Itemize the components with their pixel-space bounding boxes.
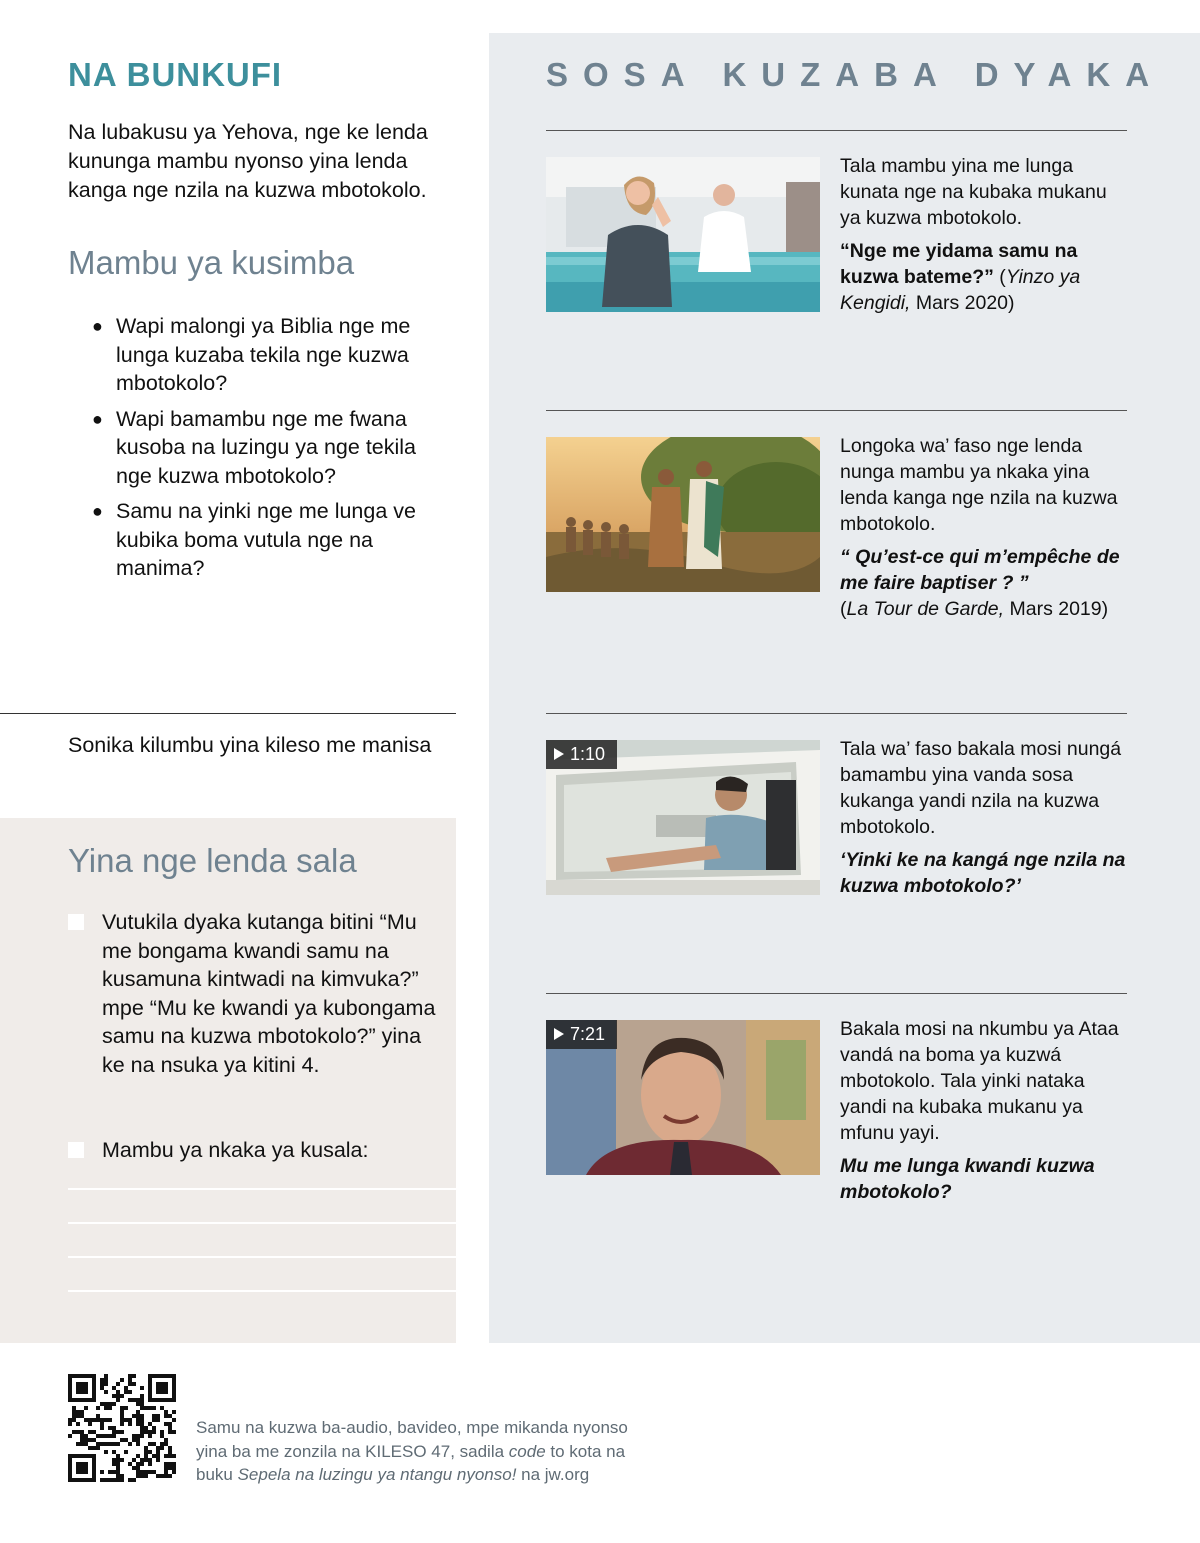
todo-item [68, 1136, 438, 1165]
write-line[interactable] [68, 1256, 456, 1258]
qr-code[interactable] [68, 1374, 176, 1482]
date-divider [0, 713, 456, 714]
questions-list [92, 312, 447, 590]
card-reference[interactable]: “Nge me yidama samu na kuzwa bateme?” (Yinzo ya Kengidi, Mars 2020) [840, 240, 1081, 314]
todo-label: Vutukila dyaka kutanga bitini “Mu me bongama kwandi samu na kusamuna kintwadi na kimvuka?” mpe “Mu ke kwandi ya kubongama samu na kuzwa mbotokolo?” yina ke na nsuka ya kitini 4. [102, 910, 436, 1077]
todo-heading: Yina nge lenda sala [68, 842, 357, 879]
reference-source: Yinzo ya Kengidi, [840, 266, 1081, 314]
write-line[interactable] [68, 1290, 456, 1292]
footer-note: Samu na kuzwa ba-audio, bavideo, mpe mikanda nyonso yina ba me zonzila na KILESO 47, sadila code to kota na buku Sepela na luzingu ya ntangu nyonso! na jw.org [196, 1418, 628, 1484]
bullet-icon: ● [92, 408, 103, 429]
reference-date: Mars 2020) [910, 292, 1015, 314]
book-title: Sepela na luzingu ya ntangu nyonso! [237, 1465, 517, 1484]
further-study-title: SOSA KUZABA DYAKA [546, 56, 1165, 93]
card-description: Bakala mosi na nkumbu ya Ataa vandá na boma ya kuzwá mbotokolo. Tala yinki nataka yandi na kubaka mukanu ya mfunu yayi. [840, 1018, 1119, 1144]
question-item: ● Wapi malongi ya Biblia nge me lunga kuzaba tekila nge kuzwa mbotokolo? [92, 314, 411, 395]
card-divider [546, 993, 1127, 994]
card-text [840, 736, 1132, 899]
card-divider [546, 713, 1127, 714]
man-driving-video[interactable] [546, 740, 820, 895]
play-icon [554, 748, 564, 760]
card-divider [546, 410, 1127, 411]
video-title-link[interactable]: ‘Yinki ke na kangá nge nzila na kuzwa mbotokolo?’ [840, 849, 1126, 897]
question-item: ● Samu na yinki nge me lunga ve kubika boma vutula nge na manima? [92, 499, 416, 580]
todo-item [68, 908, 438, 1079]
video-title-link[interactable]: Mu me lunga kwandi kuzwa mbotokolo? [840, 1155, 1095, 1203]
card-text [840, 433, 1132, 622]
question-item: ● Wapi bamambu nge me fwana kusoba na luzingu ya nge tekila nge kuzwa mbotokolo? [92, 406, 417, 488]
baptism-photo[interactable] [546, 157, 820, 312]
reference-date: Mars 2019) [1004, 598, 1109, 620]
todo-panel [0, 818, 456, 1343]
bullet-icon: ● [92, 316, 103, 336]
card-text [840, 153, 1132, 316]
reference-title: “ Qu’est-ce qui m’empêche de me faire baptiser ? ” [840, 546, 1120, 594]
play-icon [554, 1028, 564, 1040]
todo-label: Mambu ya nkaka ya kusala: [102, 1138, 369, 1162]
card-reference[interactable]: “ Qu’est-ce qui m’empêche de me faire baptiser ? ” (La Tour de Garde, Mars 2019) [840, 546, 1120, 620]
intro-paragraph: Na lubakusu ya Yehova, nge ke lenda kununga mambu nyonso yina lenda kanga nge nzila na kuzwa mbotokolo. [68, 120, 428, 202]
video-duration-badge: 1:10 [546, 740, 617, 769]
bullet-icon: ● [92, 501, 103, 521]
todo-checkbox[interactable] [68, 914, 84, 930]
date-prompt: Sonika kilumbu yina kileso me manisa [68, 733, 432, 757]
write-line[interactable] [68, 1188, 456, 1190]
video-duration-badge: 7:21 [546, 1020, 617, 1049]
jesus-painting[interactable] [546, 437, 820, 592]
card-description: Tala wa’ faso bakala mosi nungá bamambu yina vanda sosa kukanga yandi nzila na kuzwa mbotokolo. [840, 738, 1122, 838]
write-line[interactable] [68, 1222, 456, 1224]
todo-checkbox[interactable] [68, 1142, 84, 1158]
card-divider [546, 130, 1127, 131]
smiling-man-video[interactable] [546, 1020, 820, 1175]
card-description: Tala mambu yina me lunga kunata nge na kubaka mukanu ya kuzwa mbotokolo. [840, 155, 1107, 229]
card-text [840, 1016, 1132, 1205]
section-title: NA BUNKUFI [68, 56, 283, 93]
questions-heading: Mambu ya kusimba [68, 244, 355, 281]
reference-title: “Nge me yidama samu na kuzwa bateme?” [840, 240, 1078, 288]
reference-source: La Tour de Garde, [846, 598, 1005, 620]
card-description: Longoka wa’ faso nge lenda nunga mambu ya nkaka yina lenda kanga nge nzila na kuzwa mbotokolo. [840, 435, 1118, 535]
